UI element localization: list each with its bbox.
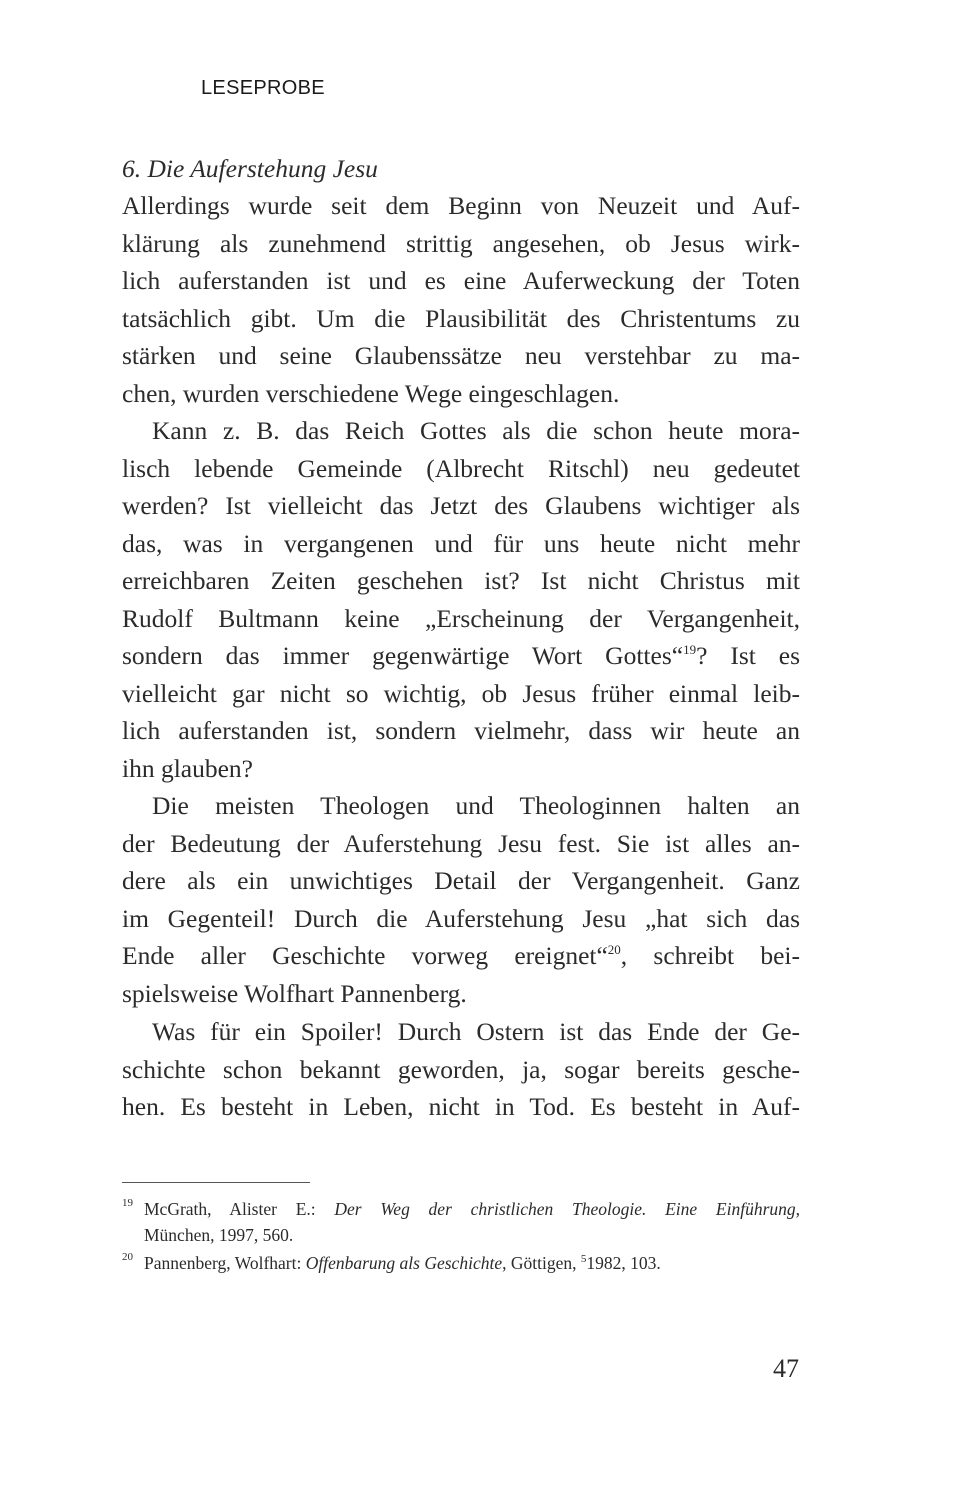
text-segment: ? Ist es bbox=[696, 641, 800, 670]
footnote-line bbox=[144, 1196, 800, 1222]
text-line bbox=[122, 937, 800, 975]
text-line: Kann z. B. das Reich Gottes als die schon heute mora- bbox=[152, 416, 800, 445]
section-heading: 6. Die Auferstehung Jesu bbox=[122, 154, 378, 183]
text-line: tatsächlich gibt. Um die Plausibilität des Christentums zu bbox=[122, 303, 800, 333]
footnote-place: , Göttigen, bbox=[502, 1253, 581, 1273]
text-line: Allerdings wurde seit dem Beginn von Neuzeit und Auf- bbox=[122, 191, 800, 220]
footnote-edition: 5 bbox=[580, 1253, 587, 1266]
page-number: 47 bbox=[773, 1354, 799, 1383]
text-line: hen. Es besteht in Leben, nicht in Tod. Es besteht in Auf- bbox=[122, 1092, 800, 1121]
footnote-ref-19[interactable]: 19 bbox=[683, 642, 697, 657]
text-line: Die meisten Theologen und Theologinnen halten an bbox=[152, 791, 800, 820]
text-segment: sondern das immer gegenwärtige Wort Gottes“ bbox=[122, 641, 684, 670]
text-line: ihn glauben? bbox=[122, 753, 253, 783]
paragraph-4 bbox=[122, 1013, 800, 1126]
text-line: stärken und seine Glaubenssätze neu verstehbar zu ma- bbox=[122, 341, 800, 370]
footnote-title: Offenbarung als Geschichte bbox=[305, 1253, 503, 1273]
footnote-line: München, 1997, 560. bbox=[144, 1225, 294, 1245]
footnote-20 bbox=[122, 1250, 800, 1276]
text-line: chen, wurden verschiedene Wege eingeschlagen. bbox=[122, 378, 620, 408]
text-line: Rudolf Bultmann keine „Erscheinung der Vergangenheit, bbox=[122, 603, 800, 633]
text-line: dere als ein unwichtiges Detail der Vergangenheit. Ganz bbox=[122, 866, 800, 895]
text-line: vielleicht gar nicht so wichtig, ob Jesus früher einmal leib- bbox=[122, 678, 800, 708]
text-line: lich auferstanden ist, sondern vielmehr, dass wir heute an bbox=[122, 716, 800, 745]
footnote-line bbox=[144, 1250, 800, 1276]
footnote-author: McGrath, Alister E.: bbox=[144, 1199, 335, 1219]
footnote-author: Pannenberg, Wolfhart: bbox=[144, 1253, 306, 1273]
footnote-title: Der Weg der christlichen Theologie. Eine Einführung, bbox=[334, 1199, 801, 1219]
text-line: Was für ein Spoiler! Durch Ostern ist das Ende der Ge- bbox=[152, 1017, 800, 1046]
text-line: klärung als zunehmend strittig angesehen, ob Jesus wirk- bbox=[122, 228, 800, 258]
footnote-number: 20 bbox=[122, 1251, 133, 1263]
text-line bbox=[122, 637, 800, 675]
text-line: im Gegenteil! Durch die Auferstehung Jesu „hat sich das bbox=[122, 903, 800, 933]
text-line: erreichbaren Zeiten geschehen ist? Ist nicht Christus mit bbox=[122, 566, 800, 595]
footnote-19 bbox=[122, 1196, 800, 1248]
text-line: das, was in vergangenen und für uns heute nicht mehr bbox=[122, 528, 800, 558]
text-line: der Bedeutung der Auferstehung Jesu fest. Sie ist alles an- bbox=[122, 828, 800, 858]
text-segment: , schreibt bei- bbox=[620, 941, 800, 970]
text-segment: Ende aller Geschichte vorweg ereignet“ bbox=[122, 941, 608, 970]
text-line: werden? Ist vielleicht das Jetzt des Glaubens wichtiger als bbox=[122, 491, 800, 520]
footnote-text bbox=[144, 1196, 800, 1248]
paragraph-1 bbox=[122, 187, 800, 412]
footnote-text bbox=[144, 1250, 800, 1276]
text-line: lisch lebende Gemeinde (Albrecht Ritschl) neu gedeutet bbox=[122, 453, 800, 483]
footnote-divider bbox=[122, 1182, 310, 1183]
footnote-year-page: 1982, 103. bbox=[586, 1253, 661, 1273]
paragraph-2 bbox=[122, 412, 800, 787]
footnote-number: 19 bbox=[122, 1197, 133, 1209]
text-line: lich auferstanden ist und es eine Auferweckung der Toten bbox=[122, 266, 800, 295]
leseprobe-header: LESEPROBE bbox=[201, 77, 325, 99]
text-line: schichte schon bekannt geworden, ja, sogar bereits gesche- bbox=[122, 1054, 800, 1084]
footnote-ref-20[interactable]: 20 bbox=[607, 942, 621, 957]
text-line: spielsweise Wolfhart Pannenberg. bbox=[122, 978, 467, 1008]
paragraph-3 bbox=[122, 787, 800, 1012]
